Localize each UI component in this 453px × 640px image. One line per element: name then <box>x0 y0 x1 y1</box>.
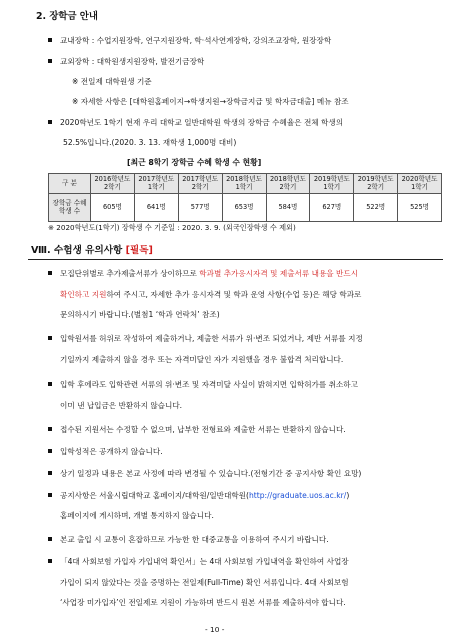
notice-text: 상기 일정과 내용은 본교 사정에 따라 변경될 수 있습니다.(전형기간 중 공지사항 확인 요망) <box>60 469 362 478</box>
notice-text: 입학성적은 공개하지 않습니다. <box>60 447 163 456</box>
notice-item <box>48 270 358 278</box>
table-cell: 641명 <box>134 194 178 222</box>
notice-item <box>48 381 358 389</box>
notice-text: 모집단위별로 추가제출서류가 상이하므로 <box>60 269 200 278</box>
section2-heading: 2. 장학금 안내 <box>36 11 98 22</box>
details-note: ※ 자세한 사항은 [대학원홈페이지→학생지원→장학금지급 및 학자금대출] 메뉴 참조 <box>72 97 349 106</box>
notice-text: ) <box>346 491 350 500</box>
notice-text-cont: 이미 낸 납입금은 반환하지 않습니다. <box>60 401 183 410</box>
bullet-icon <box>48 38 52 42</box>
bullet-icon <box>48 493 52 497</box>
graduate-site-link[interactable]: http://graduate.uos.ac.kr/ <box>248 491 347 500</box>
table-cell: 605명 <box>91 194 135 222</box>
scholarship-external-item <box>48 58 204 66</box>
bullet-icon <box>48 382 52 386</box>
notice-text: 본교 출입 시 교통이 혼잡하므로 가능한 한 대중교통을 이용하여 주시기 바랍니다. <box>60 535 329 544</box>
bullet-icon <box>48 336 52 340</box>
table-header-cell: 2020학년도 1학기 <box>398 174 442 194</box>
bullet-icon <box>48 559 52 563</box>
notice-text-cont: 문의하시기 바랍니다.(별첨1 ‘학과 연락처’ 참조) <box>60 310 220 319</box>
bullet-icon <box>48 120 52 124</box>
notice-text: 접수된 지원서는 수정할 수 없으며, 납부한 전형료와 제출한 서류는 반환하지 않습니다. <box>60 425 346 434</box>
section-divider <box>28 259 443 260</box>
table-cell: 653명 <box>222 194 266 222</box>
notice-item <box>48 536 329 544</box>
notice-text: 공지사항은 서울시립대학교 홈페이지/대학원/일반대학원( <box>60 491 249 500</box>
bullet-icon <box>48 449 52 453</box>
page-number: - 10 - <box>205 625 225 634</box>
notice-item <box>48 426 346 434</box>
bullet-icon <box>48 537 52 541</box>
table-header-cell: 2019학년도 2학기 <box>354 174 398 194</box>
table-cell: 627명 <box>310 194 354 222</box>
fulltime-note: ※ 전일제 대학원생 기준 <box>72 77 152 86</box>
table-row-label: 장학금 수혜 학생 수 <box>49 194 91 222</box>
emphasis-text: 학과별 추가응시자격 및 제출서류 내용을 반드시 <box>199 269 359 278</box>
table-cell: 525명 <box>398 194 442 222</box>
table-header-cell: 2018학년도 1학기 <box>222 174 266 194</box>
notice-text-cont: 가입이 되지 않았다는 것을 증명하는 전일제(Full-Time) 확인 서류입니다. 4대 사회보험 <box>60 578 349 587</box>
table-header-label: 구 분 <box>49 174 91 194</box>
table-note: ※ 2020학년도(1학기) 장학생 수 기준일 : 2020. 3. 9. (외국인장학생 수 제외) <box>48 223 296 232</box>
section8-heading-text: Ⅷ. 수험생 유의사항 <box>31 245 123 256</box>
emphasis-text: 확인하고 지원 <box>60 290 107 299</box>
notice-item <box>48 470 361 478</box>
bullet-icon <box>48 427 52 431</box>
table-header-cell: 2019학년도 1학기 <box>310 174 354 194</box>
scholarship-rate-text-cont: 52.5%입니다.(2020. 3. 13. 재학생 1,000명 대비) <box>63 138 237 147</box>
table-cell: 584명 <box>266 194 310 222</box>
table-header-cell: 2018학년도 2학기 <box>266 174 310 194</box>
scholarship-table <box>48 173 442 222</box>
bullet-icon <box>48 471 52 475</box>
notice-item <box>48 448 163 456</box>
table-header-row <box>49 174 442 194</box>
notice-item <box>48 335 363 343</box>
notice-text: 입학원서를 허위로 작성하여 제출하거나, 제출한 서류가 위·변조 되었거나, 제반 서류를 지정 <box>60 334 363 343</box>
table-cell: 577명 <box>178 194 222 222</box>
table-header-cell: 2017학년도 2학기 <box>178 174 222 194</box>
notice-text-cont: 기일까지 제출하지 않을 경우 또는 자격미달인 자가 지원했을 경우 불합격 처리합니다. <box>60 355 344 364</box>
table-row <box>49 194 442 222</box>
notice-text: 입학 후에라도 입학관련 서류의 위·변조 및 자격미달 사실이 밝혀지면 입학허가를 취소하고 <box>60 380 358 389</box>
notice-text-cont: ‘사업장 미가입자’인 전일제로 지원이 가능하며 반드시 원본 서류를 제출하셔야 합니다. <box>60 598 346 607</box>
notice-text: 「4대 사회보험 가입자 가입내역 확인서」는 4대 사회보험 가입내역을 확인하여 사업장 <box>60 557 349 566</box>
table-cell: 522명 <box>354 194 398 222</box>
notice-text: 하여 주시고, 자세한 추가 응시자격 및 학과 운영 사항(수업 등)은 해당 학과로 <box>106 290 362 299</box>
bullet-icon <box>48 59 52 63</box>
scholarship-internal-text: 교내장학 : 수업지원장학, 연구지원장학, 학·석사연계장학, 강의조교장학, 원장장학 <box>60 36 332 45</box>
notice-item <box>48 492 349 500</box>
table-caption: [최근 8학기 장학금 수혜 학생 수 현황] <box>127 158 262 167</box>
table-header-cell: 2016학년도 2학기 <box>91 174 135 194</box>
scholarship-external-text: 교외장학 : 대학원생지원장학, 발전기금장학 <box>60 57 205 66</box>
bullet-icon <box>48 271 52 275</box>
section8-heading <box>31 246 153 256</box>
scholarship-rate-text: 2020학년도 1학기 현재 우리 대학교 일반대학원 학생의 장학금 수혜율은 전체 학생의 <box>60 118 344 127</box>
notice-text-cont: 홈페이지에 게시하며, 개별 통지하지 않습니다. <box>60 511 214 520</box>
scholarship-rate-item <box>48 119 343 127</box>
notice-text-cont <box>60 291 361 299</box>
must-read-tag: [필독] <box>125 245 153 256</box>
table-header-cell: 2017학년도 1학기 <box>134 174 178 194</box>
notice-item <box>48 558 349 566</box>
scholarship-internal-item <box>48 37 331 45</box>
